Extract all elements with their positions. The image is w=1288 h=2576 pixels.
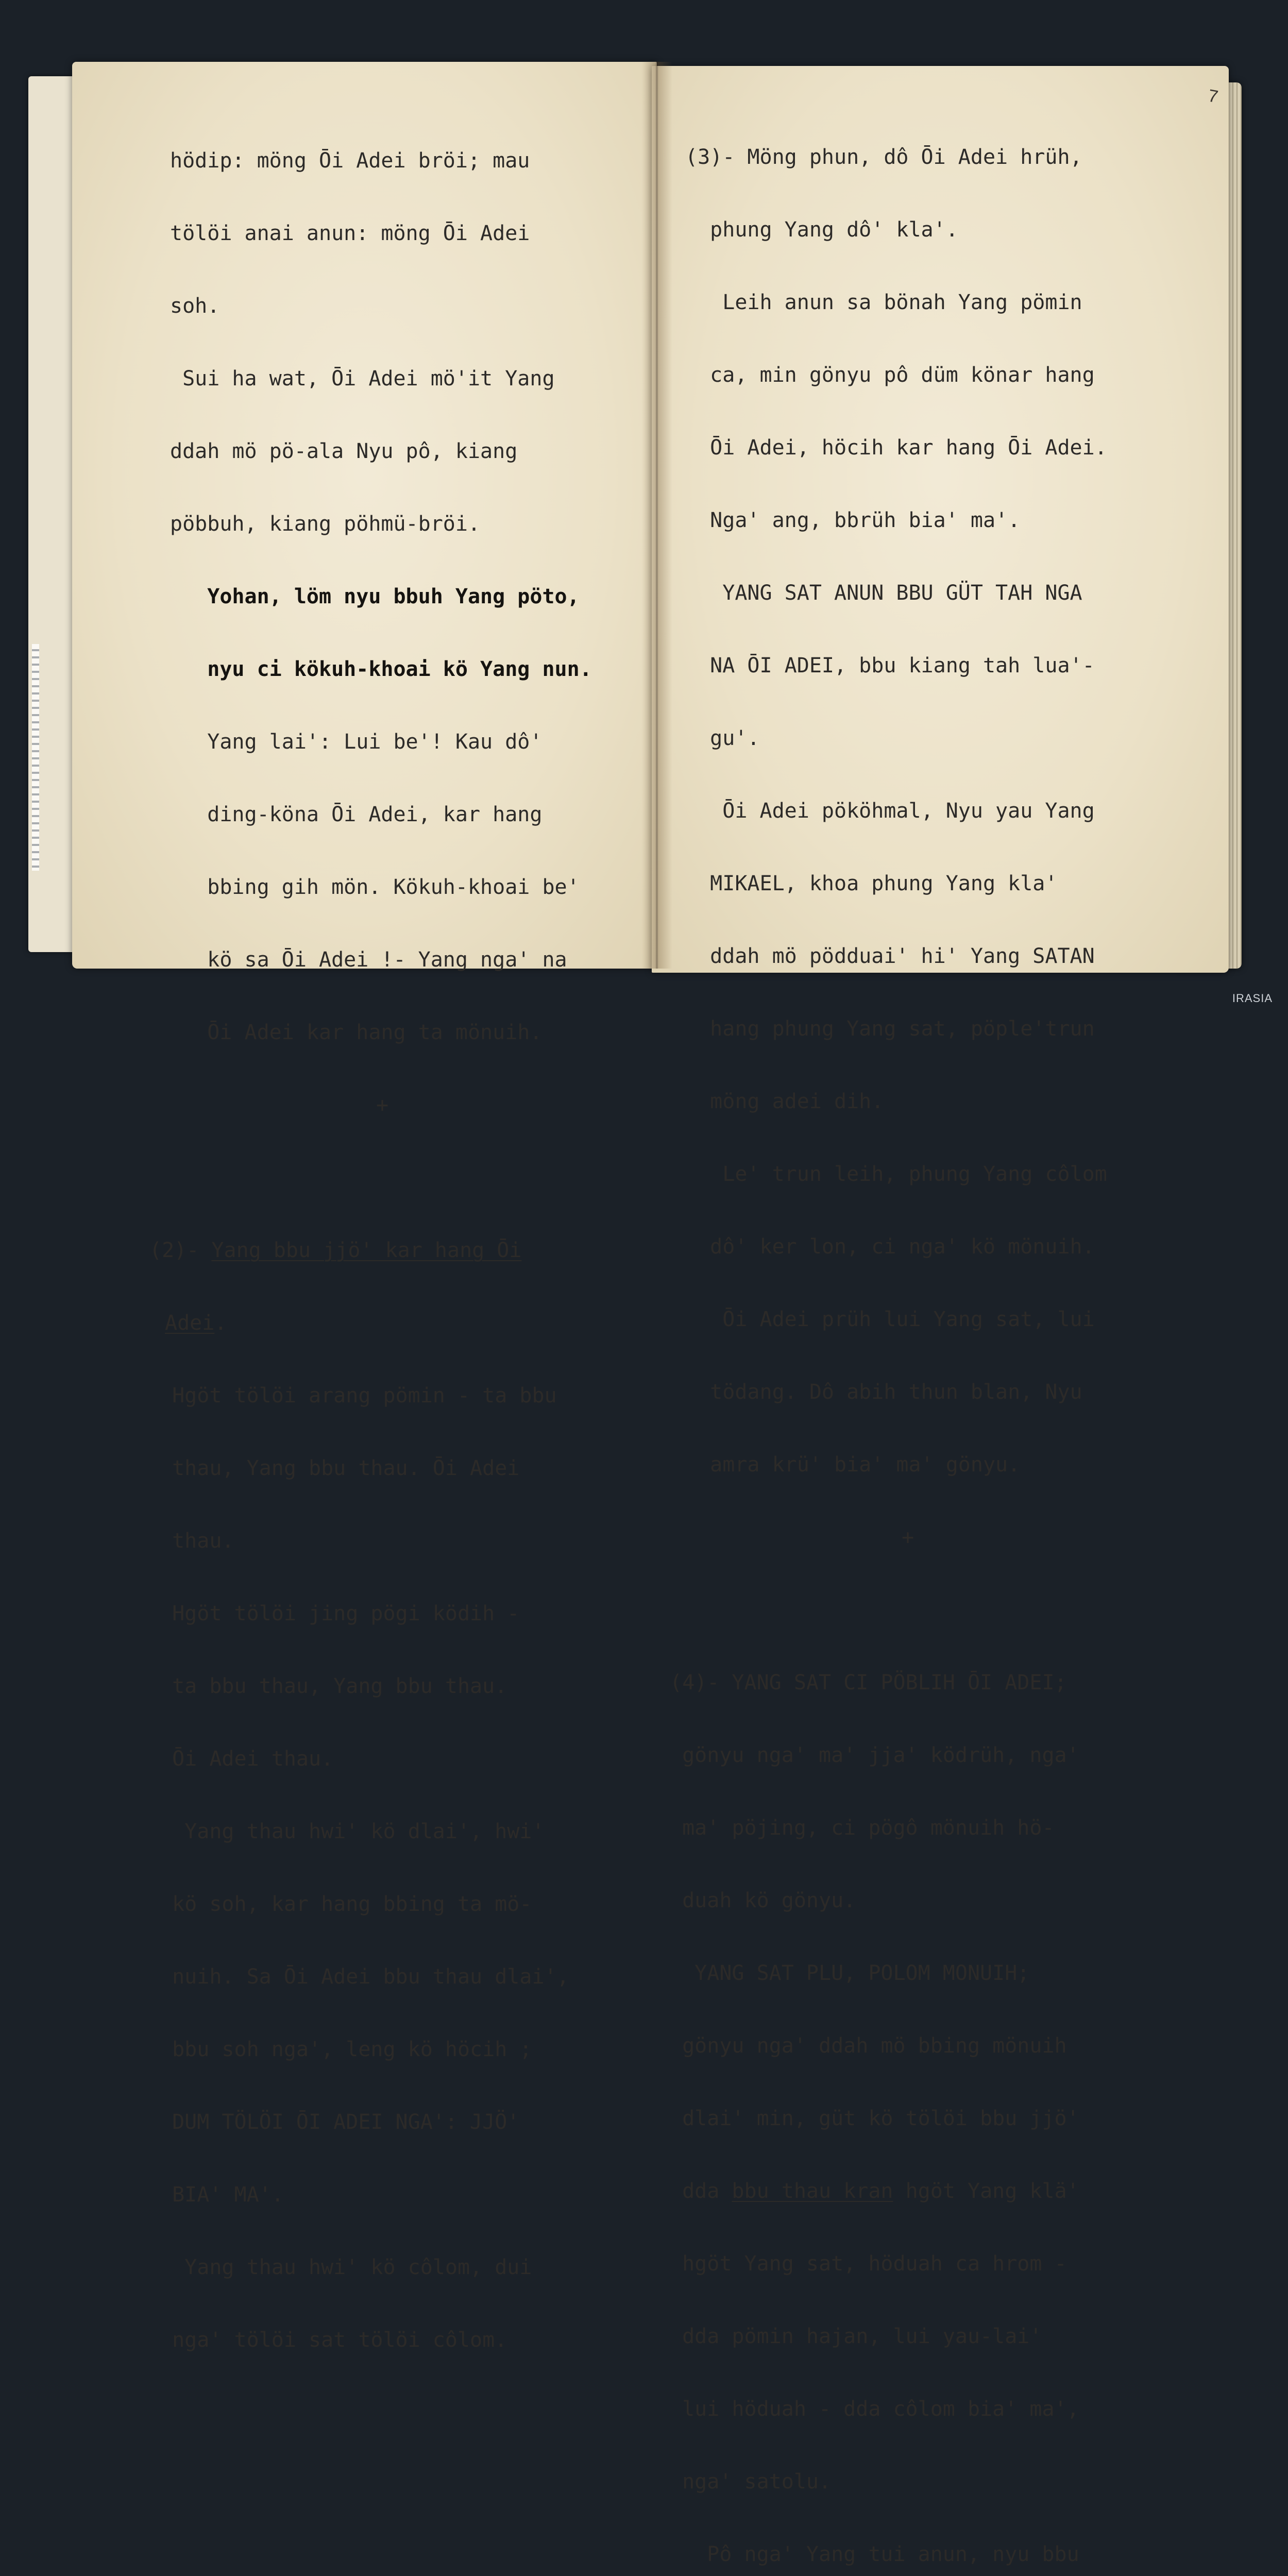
- page-number: 7: [1206, 86, 1220, 107]
- right-line: NA ŌI ADEI, bbu kiang tah lua'-: [685, 654, 1095, 677]
- right-line: Pô nga' Yang tui anun, nyu bbu: [670, 2543, 1079, 2566]
- right-line: YANG SAT PLU, POLOM MONUIH;: [670, 1961, 1030, 1985]
- right-line: (3)- Möng phun, dô Ōi Adei hrüh,: [685, 145, 1082, 169]
- section-2-heading: [149, 1239, 592, 1263]
- left-line: ddah mö pö-ala Nyu pô, kiang: [170, 439, 518, 463]
- left-line: DUM TÖLÖI ŌI ADEI NGA': JJÖ': [160, 2110, 520, 2134]
- blank-line: [685, 1598, 1107, 1622]
- left-line: nga' tölöi sat tölöi côlom.: [160, 2328, 507, 2352]
- right-line: MIKAEL, khoa phung Yang kla': [685, 872, 1058, 895]
- left-line: Ōi Adei thau.: [160, 1747, 334, 1771]
- right-line: gu'.: [685, 726, 760, 750]
- line-end: hgöt Yang klä': [893, 2179, 1079, 2203]
- left-line: bbu soh nga', leng kö höcih ;: [160, 2038, 532, 2061]
- underlined-phrase: bbu thau kran: [732, 2179, 893, 2203]
- right-line: ca, min gönyu pô düm könar hang: [685, 363, 1095, 387]
- right-line: lui höduah - dda côlom bia' ma',: [670, 2397, 1079, 2421]
- left-line: thau.: [160, 1529, 234, 1553]
- line-start: dda: [670, 2179, 732, 2203]
- section-2-heading-cont: Adei.: [165, 1311, 227, 1335]
- right-line: hang phung Yang sat, pöple'trun: [685, 1017, 1095, 1041]
- left-page-text: [149, 100, 592, 2401]
- left-line: Yang lai': Lui be'! Kau dô': [170, 730, 543, 754]
- left-line: Hgöt tölöi arang pömin - ta bbu: [160, 1384, 557, 1408]
- left-line: bbing gih mön. Kökuh-khoai be': [170, 875, 580, 899]
- left-bold-line: Yohan, löm nyu bbuh Yang pöto,: [170, 585, 580, 608]
- left-line: soh.: [170, 294, 220, 318]
- section-divider-plus: +: [376, 1093, 389, 1117]
- right-line: gönyu nga' ddah mö bbing mönuih: [670, 2034, 1067, 2058]
- left-line: Sui ha wat, Ōi Adei mö'it Yang: [170, 367, 555, 391]
- right-line: Ōi Adei pököhmal, Nyu yau Yang: [685, 799, 1095, 823]
- section-2-number: (2)-: [149, 1239, 212, 1262]
- right-line: hgöt Yang sat, höduah ca hrom -: [670, 2252, 1067, 2276]
- right-line: ddah mö pödduai' hi' Yang SATAN: [685, 944, 1095, 968]
- left-line: Hgöt tölöi jing pögi ködih -: [160, 1602, 520, 1625]
- right-line: Ōi Adei, höcih kar hang Ōi Adei.: [685, 436, 1107, 460]
- left-line: hödip: möng Ōi Adei bröi; mau: [170, 149, 530, 173]
- left-line: nuih. Sa Ōi Adei bbu thau dlai',: [160, 1965, 569, 1989]
- left-line: ding-köna Ōi Adei, kar hang: [170, 803, 543, 826]
- binding-strip: [32, 644, 39, 871]
- section-divider-plus: +: [902, 1526, 914, 1549]
- right-line: gönyu nga' ma' jja' ködrüh, nga': [670, 1743, 1079, 1767]
- left-line: pöbbuh, kiang pöhmü-bröi.: [170, 512, 481, 536]
- right-line: Ōi Adei prüh lui Yang sat, lui: [685, 1308, 1095, 1331]
- left-line: Yang thau hwi' kö dlai', hwi': [160, 1820, 545, 1843]
- right-line: duah kö gönyu.: [670, 1889, 856, 1912]
- left-line: ta bbu thau, Yang bbu thau.: [160, 1674, 507, 1698]
- section-2-title: Yang bbu jjö' kar hang Ōi: [211, 1239, 522, 1262]
- right-line: (4)- YANG SAT CI PÖBLIH ŌI ADEI;: [670, 1671, 1067, 1694]
- left-line: BIA' MA'.: [160, 2183, 284, 2207]
- right-line: phung Yang dô' kla'.: [685, 218, 958, 242]
- right-line: YANG SAT ANUN BBU GÜT TAH NGA: [685, 581, 1082, 605]
- book-gutter: [641, 62, 672, 969]
- right-line: nga' satolu.: [670, 2470, 832, 2494]
- right-page-text: [670, 97, 1107, 2576]
- left-line: Ōi Adei kar hang ta mönuih.: [170, 1021, 543, 1044]
- left-line: Yang thau hwi' kö côlom, dui: [160, 2256, 532, 2279]
- right-line: tödang. Dô abih thun blan, Nyu: [685, 1380, 1082, 1404]
- right-line: dô' ker lon, ci nga' kö mönuih.: [685, 1235, 1095, 1259]
- watermark: IRASIA: [1232, 992, 1273, 1005]
- blank-line: [170, 1166, 592, 1190]
- right-line: ma' pöjing, ci pögô mönuih hö-: [670, 1816, 1055, 1840]
- section-2-title-cont: Adei: [165, 1311, 215, 1335]
- left-line: thau, Yang bbu thau. Ōi Adei: [160, 1456, 520, 1480]
- left-bold-line: nyu ci kökuh-khoai kö Yang nun.: [170, 657, 592, 681]
- right-line: amra krü' bia' ma' gönyu.: [685, 1453, 1021, 1477]
- left-line: kö soh, kar hang bbing ta mö-: [160, 1892, 532, 1916]
- right-line: möng adei dih.: [685, 1090, 884, 1113]
- left-line: tölöi anai anun: möng Ōi Adei: [170, 222, 530, 245]
- underlined-line: [670, 2179, 1107, 2204]
- right-line: dlai' min, güt kö tölöi bbu jjö': [670, 2107, 1079, 2130]
- left-line: kö sa Ōi Adei !- Yang nga' na: [170, 948, 567, 972]
- right-line: dda pömin hajan, lui yau-lai': [670, 2325, 1042, 2348]
- right-line: Nga' ang, bbrüh bia' ma'.: [685, 509, 1021, 532]
- right-line: Le' trun leih, phung Yang côlom: [685, 1162, 1107, 1186]
- right-line: Leih anun sa bönah Yang pömin: [685, 291, 1082, 314]
